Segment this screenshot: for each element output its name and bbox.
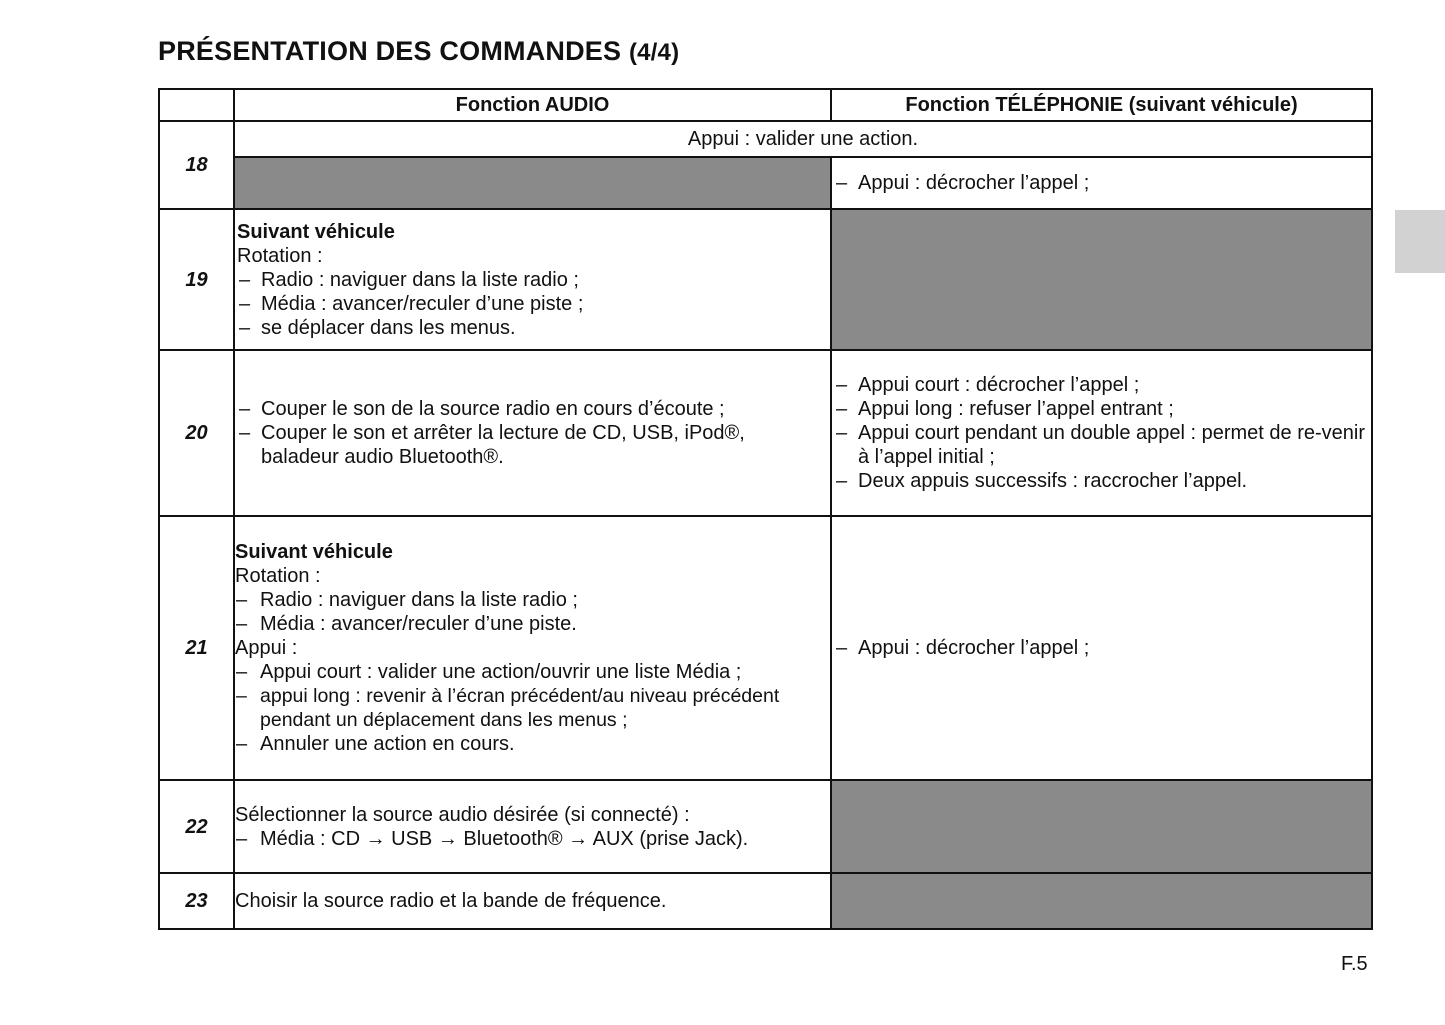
row-intro: Rotation :	[235, 565, 321, 587]
table-row-18a	[159, 121, 1372, 157]
table-header-row	[159, 89, 1372, 121]
row-18-shared-cell: Appui : valider une action.	[234, 121, 1372, 157]
commands-table	[158, 88, 1373, 930]
list-item: – appui long : revenir à l’écran précédent/au niveau précédent pendant un déplacement dans les menus ;	[235, 684, 830, 732]
row-21-phone-cell	[831, 516, 1372, 780]
list-item: – Radio : naviguer dans la liste radio ;	[235, 588, 830, 612]
row-number-18: 18	[159, 121, 234, 209]
header-audio: Fonction AUDIO	[234, 89, 831, 121]
row-23-audio-cell	[234, 873, 831, 929]
list-item: – Couper le son de la source radio en cours d’écoute ;	[235, 397, 830, 421]
list-item: – Média : avancer/reculer d’une piste ;	[235, 292, 830, 316]
row-19-audio-cell	[234, 209, 831, 350]
row-22-audio-cell	[234, 780, 831, 873]
row-18-audio-empty	[234, 157, 831, 209]
table-row-18b	[159, 157, 1372, 209]
list-item: – Appui court : décrocher l’appel ;	[832, 373, 1371, 397]
list-item: – Appui : décrocher l’appel ;	[832, 171, 1371, 195]
row-intro-press: Appui :	[235, 637, 298, 659]
list-item: – Média : CD → USB → Bluetooth® → AUX (prise Jack).	[235, 827, 830, 851]
row-18-phone-cell	[831, 157, 1372, 209]
row-20-phone-cell	[831, 350, 1372, 516]
row-intro: Sélectionner la source audio désirée (si connecté) :	[235, 803, 690, 826]
list-item: – Appui : décrocher l’appel ;	[832, 636, 1371, 660]
row-number-20: 20	[159, 350, 234, 516]
row-23-phone-empty	[831, 873, 1372, 929]
list-item: – Couper le son et arrêter la lecture de CD, USB, iPod®, baladeur audio Bluetooth®.	[235, 421, 830, 469]
list-item: – Appui court pendant un double appel : permet de re-venir à l’appel initial ;	[832, 421, 1371, 469]
list-item: – Deux appuis successifs : raccrocher l’appel.	[832, 469, 1371, 493]
chapter-tab-marker	[1395, 210, 1445, 273]
page-number: F.5	[1341, 953, 1368, 975]
row-number-21: 21	[159, 516, 234, 780]
row-intro: Rotation :	[237, 244, 323, 267]
row-text: Choisir la source radio et la bande de fréquence.	[235, 890, 667, 912]
page-title-part: (4/4)	[628, 39, 680, 66]
row-19-phone-empty	[831, 209, 1372, 350]
table-row-22	[159, 780, 1372, 873]
table-row-21	[159, 516, 1372, 780]
page-title	[158, 36, 679, 67]
table-row-20	[159, 350, 1372, 516]
list-item: – Appui court : valider une action/ouvrir une liste Média ;	[235, 660, 830, 684]
header-phone: Fonction TÉLÉPHONIE (suivant véhicule)	[831, 89, 1372, 121]
list-item: – Appui long : refuser l’appel entrant ;	[832, 397, 1371, 421]
row-number-23: 23	[159, 873, 234, 929]
row-heading: Suivant véhicule	[235, 541, 393, 563]
table-row-19	[159, 209, 1372, 350]
row-22-phone-empty	[831, 780, 1372, 873]
page-title-main: PRÉSENTATION DES COMMANDES	[158, 36, 622, 66]
list-item: – Radio : naviguer dans la liste radio ;	[235, 268, 830, 292]
list-item: – Média : avancer/reculer d’une piste.	[235, 612, 830, 636]
row-number-22: 22	[159, 780, 234, 873]
header-empty-cell	[159, 89, 234, 121]
list-item: – Annuler une action en cours.	[235, 732, 830, 756]
row-20-audio-cell	[234, 350, 831, 516]
table-row-23	[159, 873, 1372, 929]
list-item: – se déplacer dans les menus.	[235, 316, 830, 340]
row-heading: Suivant véhicule	[237, 220, 395, 243]
row-21-audio-cell	[234, 516, 831, 780]
row-number-19: 19	[159, 209, 234, 350]
